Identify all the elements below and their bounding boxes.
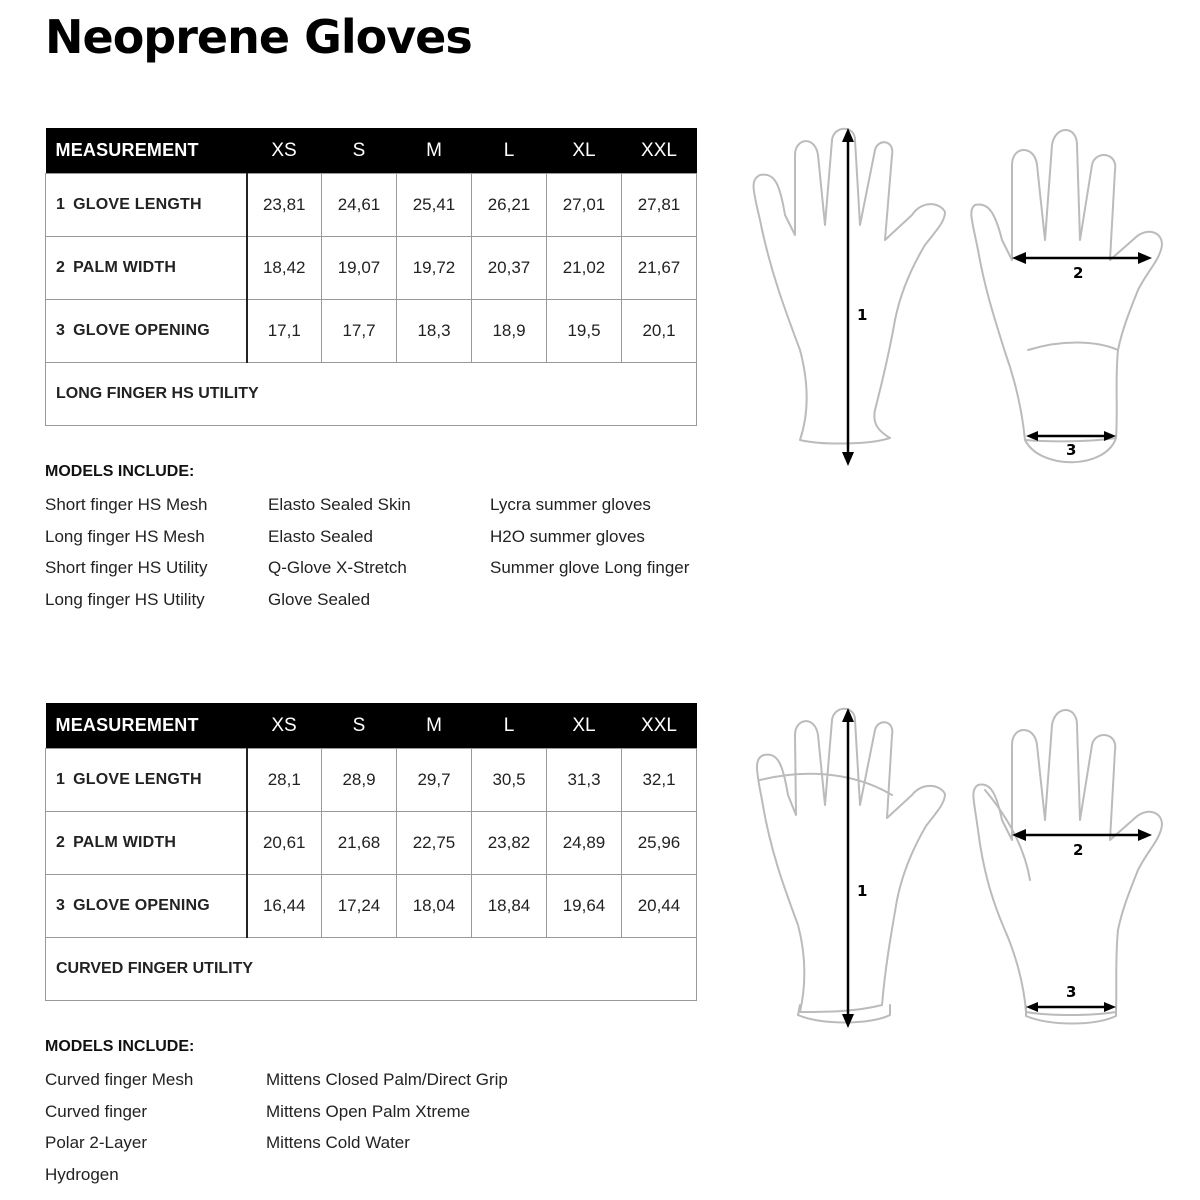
size-header-m: M bbox=[397, 128, 472, 174]
row-number: 2 bbox=[56, 834, 66, 851]
table-cell: 19,64 bbox=[547, 875, 622, 938]
table-cell: 28,1 bbox=[247, 749, 322, 812]
arrowhead-up-icon bbox=[842, 128, 854, 142]
row-label-text: GLOVE LENGTH bbox=[73, 196, 202, 213]
table-header-row bbox=[46, 703, 697, 749]
row-number: 3 bbox=[56, 322, 66, 339]
diagram-label-3: 3 bbox=[1066, 441, 1077, 459]
table-cell: 22,75 bbox=[397, 812, 472, 875]
diagram-label-1: 1 bbox=[857, 306, 868, 324]
table-header-row bbox=[46, 128, 697, 174]
table-cell: 18,04 bbox=[397, 875, 472, 938]
glove-back-icon bbox=[754, 129, 945, 444]
table-cell: 19,72 bbox=[397, 237, 472, 300]
row-label bbox=[46, 300, 247, 363]
list-item: Long finger HS Mesh bbox=[45, 526, 205, 546]
size-header-s: S bbox=[322, 128, 397, 174]
list-item: H2O summer gloves bbox=[490, 526, 645, 546]
arrowhead-down-icon bbox=[842, 452, 854, 466]
list-item: Lycra summer gloves bbox=[490, 495, 651, 514]
table-cell: 20,61 bbox=[247, 812, 322, 875]
size-table-curved-finger bbox=[45, 703, 697, 1001]
models-include-heading: MODELS INCLUDE: bbox=[45, 463, 195, 480]
table-cell: 25,96 bbox=[622, 812, 697, 875]
glove-palm-icon bbox=[973, 710, 1162, 1024]
table-row-glove-opening bbox=[46, 300, 697, 363]
row-number: 2 bbox=[56, 259, 66, 276]
table-cell: 17,1 bbox=[247, 300, 322, 363]
row-label bbox=[46, 875, 247, 938]
table-cell: 29,7 bbox=[397, 749, 472, 812]
models-include-heading: MODELS INCLUDE: bbox=[45, 1038, 195, 1055]
table-cell: 32,1 bbox=[622, 749, 697, 812]
list-item: Short finger HS Utility bbox=[45, 558, 208, 578]
list-item: Hydrogen bbox=[45, 1165, 119, 1185]
size-table-long-finger bbox=[45, 128, 697, 426]
arrowhead-left-icon bbox=[1012, 252, 1026, 264]
model-name: CURVED FINGER UTILITY bbox=[46, 938, 697, 1001]
table-row-glove-opening bbox=[46, 875, 697, 938]
glove-measurement-diagram bbox=[740, 700, 1180, 1040]
list-item: Short finger HS Mesh bbox=[45, 495, 208, 514]
list-item: Glove Sealed bbox=[268, 590, 371, 610]
table-cell: 25,41 bbox=[397, 174, 472, 237]
models-list bbox=[268, 489, 411, 616]
list-item: Mittens Open Palm Xtreme bbox=[266, 1101, 471, 1121]
table-cell: 21,68 bbox=[322, 812, 397, 875]
size-header-s: S bbox=[322, 703, 397, 749]
row-label bbox=[46, 749, 247, 812]
measurement-header: MEASUREMENT bbox=[46, 703, 247, 749]
table-cell: 21,02 bbox=[547, 237, 622, 300]
row-label-text: PALM WIDTH bbox=[73, 834, 177, 851]
arrowhead-up-icon bbox=[842, 708, 854, 722]
table-cell: 20,37 bbox=[472, 237, 547, 300]
table-cell: 18,42 bbox=[247, 237, 322, 300]
table-cell: 18,3 bbox=[397, 300, 472, 363]
size-header-xxl: XXL bbox=[622, 703, 697, 749]
row-label-text: PALM WIDTH bbox=[73, 259, 177, 276]
table-cell: 20,44 bbox=[622, 875, 697, 938]
table-cell: 19,5 bbox=[547, 300, 622, 363]
list-item: Q-Glove X-Stretch bbox=[268, 558, 407, 578]
list-item: Curved finger Mesh bbox=[45, 1070, 194, 1089]
row-label bbox=[46, 812, 247, 875]
glove-back-icon bbox=[757, 709, 945, 1023]
arrowhead-down-icon bbox=[842, 1014, 854, 1028]
row-number: 1 bbox=[56, 196, 66, 213]
table-cell: 19,07 bbox=[322, 237, 397, 300]
row-number: 1 bbox=[56, 771, 66, 788]
list-item: Mittens Cold Water bbox=[266, 1133, 410, 1153]
list-item: Polar 2-Layer bbox=[45, 1133, 148, 1153]
table-cell: 23,81 bbox=[247, 174, 322, 237]
table-cell: 27,81 bbox=[622, 174, 697, 237]
table-row-model bbox=[46, 363, 697, 426]
arrowhead-right-icon bbox=[1138, 252, 1152, 264]
measurement-header: MEASUREMENT bbox=[46, 128, 247, 174]
models-list bbox=[266, 1064, 508, 1159]
diagram-label-2: 2 bbox=[1073, 264, 1084, 282]
table-cell: 20,1 bbox=[622, 300, 697, 363]
models-list bbox=[490, 489, 689, 584]
table-cell: 16,44 bbox=[247, 875, 322, 938]
list-item: Elasto Sealed Skin bbox=[268, 495, 411, 514]
models-list bbox=[45, 489, 208, 616]
list-item: Elasto Sealed bbox=[268, 526, 373, 546]
models-list bbox=[45, 1064, 193, 1191]
page-title: Neoprene Gloves bbox=[45, 10, 472, 64]
row-label-text: GLOVE LENGTH bbox=[73, 771, 202, 788]
row-label-text: GLOVE OPENING bbox=[73, 897, 210, 914]
size-header-m: M bbox=[397, 703, 472, 749]
arrowhead-left-icon bbox=[1026, 1002, 1038, 1012]
size-header-xl: XL bbox=[547, 703, 622, 749]
list-item: Long finger HS Utility bbox=[45, 590, 205, 610]
arrowhead-right-icon bbox=[1138, 829, 1152, 841]
table-row-model bbox=[46, 938, 697, 1001]
model-name: LONG FINGER HS UTILITY bbox=[46, 363, 697, 426]
diagram-label-3: 3 bbox=[1066, 983, 1077, 1001]
table-cell: 24,61 bbox=[322, 174, 397, 237]
table-cell: 21,67 bbox=[622, 237, 697, 300]
size-header-l: L bbox=[472, 128, 547, 174]
size-header-xl: XL bbox=[547, 128, 622, 174]
glove-measurement-diagram bbox=[740, 120, 1180, 480]
list-item: Summer glove Long finger bbox=[490, 558, 690, 578]
table-cell: 18,84 bbox=[472, 875, 547, 938]
size-header-l: L bbox=[472, 703, 547, 749]
glove-palm-icon bbox=[971, 130, 1162, 462]
diagram-label-2: 2 bbox=[1073, 841, 1084, 859]
table-row-palm-width bbox=[46, 812, 697, 875]
row-label bbox=[46, 174, 247, 237]
table-cell: 27,01 bbox=[547, 174, 622, 237]
table-cell: 17,7 bbox=[322, 300, 397, 363]
list-item: Curved finger bbox=[45, 1101, 148, 1121]
table-cell: 18,9 bbox=[472, 300, 547, 363]
table-cell: 26,21 bbox=[472, 174, 547, 237]
table-row-glove-length bbox=[46, 174, 697, 237]
row-number: 3 bbox=[56, 897, 66, 914]
row-label-text: GLOVE OPENING bbox=[73, 322, 210, 339]
table-cell: 31,3 bbox=[547, 749, 622, 812]
table-cell: 30,5 bbox=[472, 749, 547, 812]
table-cell: 24,89 bbox=[547, 812, 622, 875]
table-row-glove-length bbox=[46, 749, 697, 812]
size-header-xxl: XXL bbox=[622, 128, 697, 174]
arrowhead-left-icon bbox=[1012, 829, 1026, 841]
diagram-label-1: 1 bbox=[857, 882, 868, 900]
arrowhead-right-icon bbox=[1104, 1002, 1116, 1012]
table-cell: 28,9 bbox=[322, 749, 397, 812]
table-row-palm-width bbox=[46, 237, 697, 300]
table-cell: 17,24 bbox=[322, 875, 397, 938]
size-header-xs: XS bbox=[247, 703, 322, 749]
table-cell: 23,82 bbox=[472, 812, 547, 875]
list-item: Mittens Closed Palm/Direct Grip bbox=[266, 1070, 508, 1089]
row-label bbox=[46, 237, 247, 300]
size-header-xs: XS bbox=[247, 128, 322, 174]
